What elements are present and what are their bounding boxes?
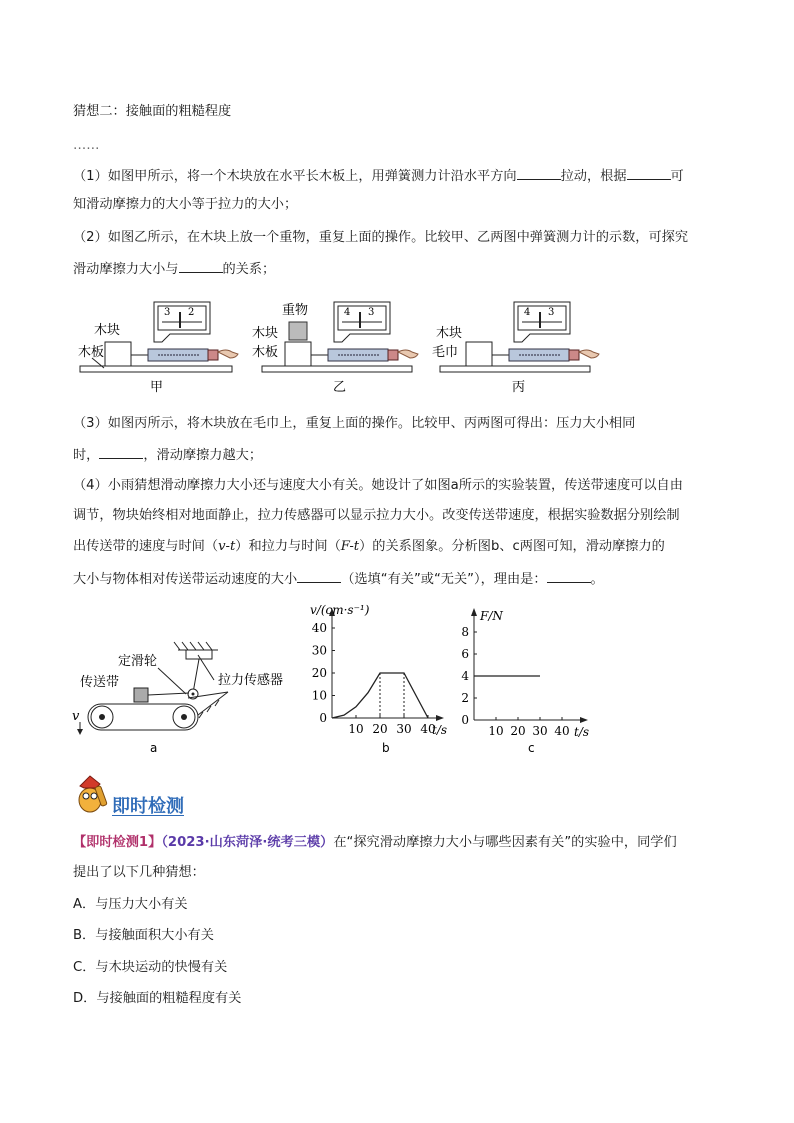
label-block: 木块 (436, 326, 463, 341)
label-block: 木块 (252, 326, 279, 341)
scale-value: 2 (188, 307, 195, 318)
blank-2 (627, 165, 671, 180)
caption-yi: 乙 (333, 380, 347, 395)
guess2-line: 猜想二：接触面的粗糙程度 (73, 104, 232, 119)
label-sensor: 拉力传感器 (218, 673, 284, 688)
blank-1 (517, 165, 561, 180)
x-tick-label: 10 (488, 724, 504, 738)
p4-line2: 调节，物块始终相对地面静止，拉力传感器可以显示拉力大小。改变传送带速度，根据实验数据分别绘制 (73, 508, 680, 523)
y-tick-label: 20 (311, 666, 327, 680)
p2-line1: （2）如图乙所示，在木块上放一个重物，重复上面的操作。比较甲、乙两图中弹簧测力计的示数，可探究 (73, 230, 689, 245)
blank-5 (297, 568, 341, 583)
q1-line2: 提出了以下几种猜想： (73, 865, 205, 880)
y-tick-label: 30 (311, 643, 327, 658)
y-tick-label: 2 (461, 691, 469, 705)
y-axis-label: v/(cm·s⁻¹) (310, 603, 370, 617)
label-pulley: 定滑轮 (118, 654, 158, 669)
scale-value: 3 (368, 307, 375, 318)
y-tick-label: 8 (461, 625, 469, 639)
blank-3 (179, 258, 223, 273)
p4-line1: （4）小雨猜想滑动摩擦力大小还与速度大小有关。她设计了如图a所示的实验装置，传送带速度可以自由 (73, 478, 683, 493)
blank-6 (547, 568, 591, 583)
caption-jia: 甲 (150, 380, 164, 395)
scale-value: 4 (344, 307, 351, 318)
label-v: v (72, 709, 80, 724)
x-tick-label: 10 (348, 722, 364, 736)
x-tick-label: 30 (396, 722, 412, 736)
q1-option-c: C．与木块运动的快慢有关 (73, 960, 228, 975)
p1-line1: （1）如图甲所示，将一个木块放在水平长木板上，用弹簧测力计沿水平方向 拉动，根据 可 (73, 165, 684, 187)
blank-4 (99, 444, 143, 459)
caption-b: b (382, 741, 390, 755)
x-tick-label: 40 (554, 724, 570, 738)
q1-line1: 【即时检测1】（2023·山东菏泽·统考三模）在“探究滑动摩擦力大小与哪些因素有关”的实验中，同学们 (73, 835, 677, 850)
caption-bing: 丙 (512, 380, 526, 395)
caption-c: c (528, 741, 535, 755)
setup-bing (432, 302, 599, 395)
label-towel: 毛巾 (432, 345, 459, 360)
p4-line4: 大小与物体相对传送带运动速度的大小 （选填“有关”或“无关”），理由是： 。 (73, 568, 604, 590)
y-tick-label: 6 (461, 647, 469, 661)
caption-a: a (150, 741, 158, 755)
scale-value: 4 (524, 307, 531, 318)
label-board: 木板 (78, 345, 105, 360)
q1-option-a: A．与压力大小有关 (73, 897, 188, 912)
chart-b-velocity (300, 602, 460, 762)
series-line-velocity (332, 673, 428, 718)
p3-line2: 时， ，滑动摩擦力越大； (73, 444, 262, 466)
scale-value: 3 (548, 307, 555, 318)
setup-yi (252, 302, 418, 395)
q1-option-b: B．与接触面积大小有关 (73, 928, 214, 943)
p3-line1: （3）如图丙所示，将木块放在毛巾上，重复上面的操作。比较甲、丙两图可得出：压力大小相同 (73, 416, 636, 431)
y-tick-label: 40 (311, 621, 327, 635)
label-weight: 重物 (282, 303, 309, 318)
ellipsis: …… (73, 138, 100, 153)
x-tick-label: 20 (510, 724, 526, 738)
scale-value: 3 (164, 307, 171, 318)
p4-line3: 出传送带的速度与时间（v-t）和拉力与时间（F-t）的关系图象。分析图b、c两图可知，滑动摩擦力的 (73, 539, 665, 554)
section-title: 即时检测 (112, 796, 184, 817)
y-tick-label: 0 (319, 711, 327, 725)
y-tick-label: 10 (311, 688, 327, 703)
x-tick-label: 30 (532, 724, 548, 738)
setup-jia (78, 302, 238, 395)
q1-option-d: D．与接触面的粗糙程度有关 (73, 991, 242, 1006)
p2-line2: 滑动摩擦力大小与 的关系； (73, 258, 275, 280)
q1-tag: 【即时检测1】 (73, 835, 162, 850)
x-axis-label: t/s (574, 725, 590, 739)
label-belt: 传送带 (80, 675, 120, 690)
x-tick-label: 40 (420, 722, 436, 736)
y-tick-label: 0 (461, 713, 469, 727)
figure-friction-setups (70, 290, 630, 400)
x-tick-label: 20 (372, 722, 388, 736)
q1-source: （2023·山东菏泽·统考三模） (161, 835, 334, 850)
p1-line2: 知滑动摩擦力的大小等于拉力的大小； (73, 197, 298, 212)
chart-c-force (450, 602, 600, 762)
label-block: 木块 (94, 323, 121, 338)
mascot-icon (74, 772, 108, 814)
label-board: 木板 (252, 345, 279, 360)
y-axis-label: F/N (480, 609, 503, 623)
x-axis-label: t/s (432, 723, 448, 737)
y-tick-label: 4 (461, 669, 469, 683)
figure-a-conveyor (68, 620, 308, 760)
